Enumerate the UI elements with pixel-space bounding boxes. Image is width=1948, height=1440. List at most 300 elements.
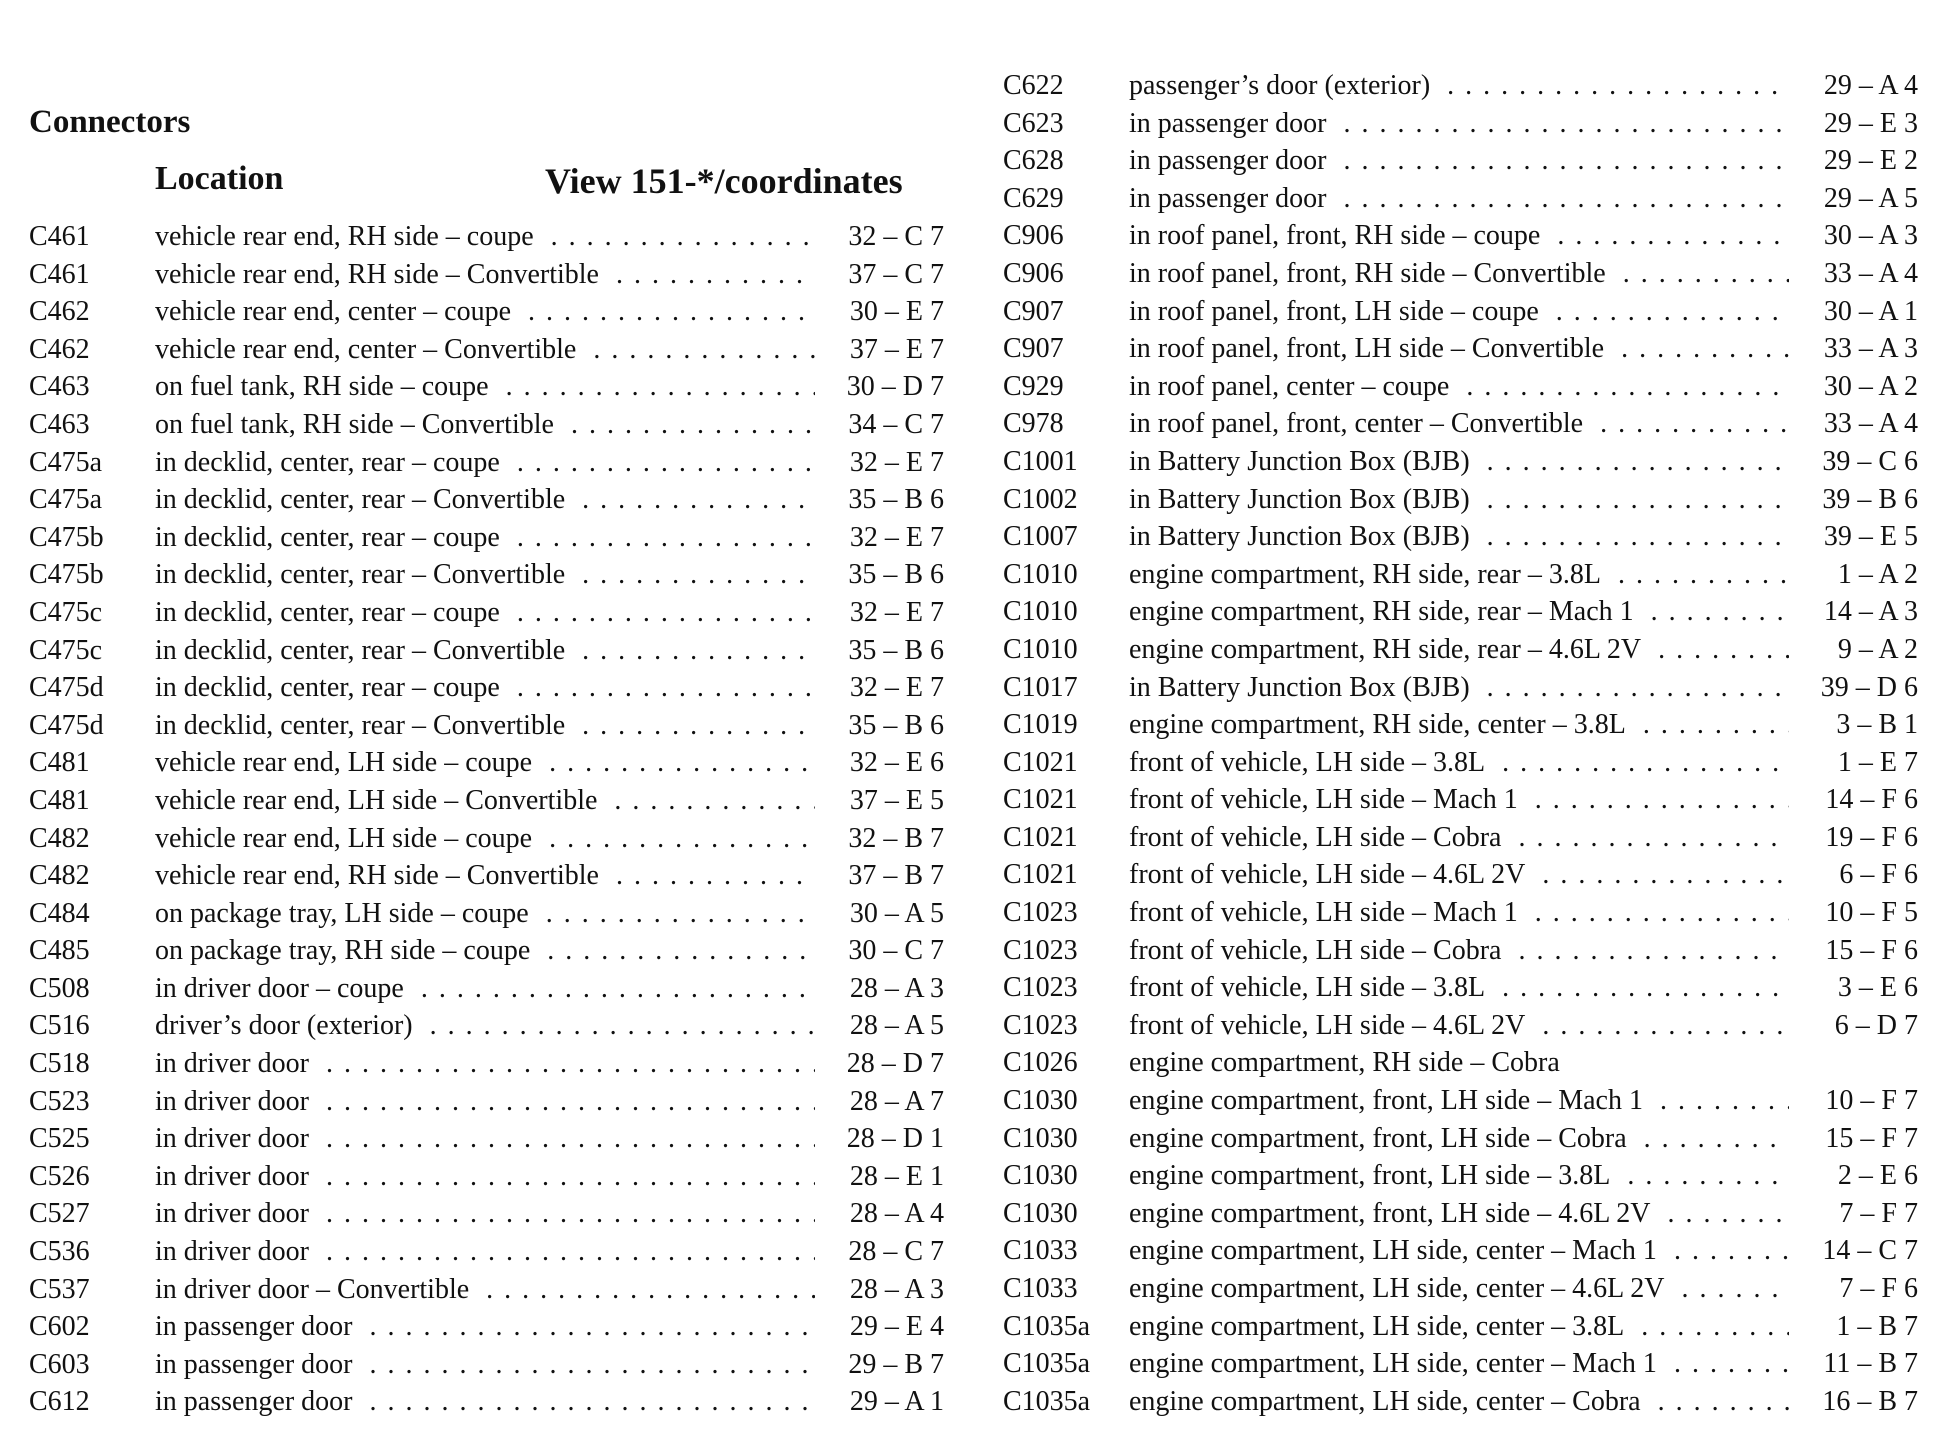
connector-row [1003, 969, 1918, 1007]
connector-coordinates: 28 – D 7 [816, 1045, 944, 1083]
connector-code: C1019 [1003, 709, 1078, 741]
connector-code: C481 [29, 784, 90, 816]
connector-row [1003, 1007, 1918, 1045]
connector-row [29, 1120, 944, 1158]
connector-row [29, 293, 944, 331]
connector-code: C1007 [1003, 521, 1078, 553]
connector-location-text: engine compartment, LH side, center – 4.6L 2V [1129, 1273, 1672, 1304]
connector-location-text: in Battery Junction Box (BJB) [1129, 521, 1478, 552]
connector-location-text: engine compartment, LH side, center – 3.8L [1129, 1311, 1632, 1342]
connector-location [1129, 293, 1789, 331]
connector-location-text: in driver door [155, 1198, 317, 1229]
connector-code: C1023 [1003, 1009, 1078, 1041]
connector-coordinates: 7 – F 6 [1790, 1270, 1918, 1308]
connector-coordinates: 32 – E 7 [816, 594, 944, 632]
connector-location [155, 444, 815, 482]
connector-location [155, 744, 815, 782]
connector-coordinates: 3 – B 1 [1790, 706, 1918, 744]
connector-location-text: in passenger door [1129, 145, 1335, 176]
connector-row [29, 782, 944, 820]
connector-row [29, 1195, 944, 1233]
connector-location [1129, 330, 1789, 368]
connector-code: C623 [1003, 107, 1064, 139]
connector-location-text: in Battery Junction Box (BJB) [1129, 672, 1478, 703]
connector-location [155, 632, 815, 670]
connector-location-text: in passenger door [1129, 108, 1335, 139]
connector-row [1003, 67, 1918, 105]
connector-code: C461 [29, 258, 90, 290]
connector-location [1129, 1345, 1789, 1383]
connector-code: C906 [1003, 257, 1064, 289]
connector-code: C1001 [1003, 445, 1078, 477]
connector-location-text: in passenger door [155, 1386, 361, 1417]
connector-coordinates: 9 – A 2 [1790, 631, 1918, 669]
connector-location [155, 256, 815, 294]
connector-location-text: passenger’s door (exterior) [1129, 70, 1438, 101]
connector-coordinates: 35 – B 6 [816, 556, 944, 594]
connector-location [1129, 217, 1789, 255]
connector-location-text: front of vehicle, LH side – 4.6L 2V [1129, 1010, 1533, 1041]
connector-location [155, 481, 815, 519]
connector-location [155, 1346, 815, 1384]
connector-row [29, 857, 944, 895]
connector-code: C526 [29, 1160, 90, 1192]
connector-code: C463 [29, 408, 90, 440]
connector-coordinates: 30 – C 7 [816, 932, 944, 970]
connector-location-text: driver’s door (exterior) [155, 1010, 421, 1041]
connector-location-text: vehicle rear end, center – Convertible [155, 334, 584, 365]
connector-coordinates: 37 – C 7 [816, 256, 944, 294]
connector-location [155, 1233, 815, 1271]
connector-location-text: in Battery Junction Box (BJB) [1129, 446, 1478, 477]
connector-row [29, 218, 944, 256]
connector-row [1003, 443, 1918, 481]
connector-coordinates: 28 – A 3 [816, 970, 944, 1008]
connector-code: C1026 [1003, 1047, 1078, 1079]
connector-row [1003, 405, 1918, 443]
connector-code: C622 [1003, 70, 1064, 101]
connector-coordinates: 28 – D 1 [816, 1120, 944, 1158]
connector-coordinates: 30 – A 3 [1790, 217, 1918, 255]
connector-location-text: in roof panel, front, RH side – coupe [1129, 220, 1548, 251]
connector-row [29, 444, 944, 482]
connector-row [1003, 856, 1918, 894]
connector-coordinates: 10 – F 7 [1790, 1082, 1918, 1120]
connector-location [155, 1308, 815, 1346]
connector-row [29, 932, 944, 970]
connector-coordinates: 29 – E 2 [1790, 142, 1918, 180]
connector-location-text: in decklid, center, rear – Convertible [155, 635, 573, 666]
connector-location [1129, 1007, 1789, 1045]
connector-location-text: on fuel tank, RH side – coupe [155, 371, 497, 402]
connector-code: C1023 [1003, 934, 1078, 966]
connector-row [1003, 706, 1918, 744]
connector-code: C1010 [1003, 558, 1078, 590]
connector-location [155, 1158, 815, 1196]
connector-row [1003, 1308, 1918, 1346]
connector-location-text: vehicle rear end, RH side – coupe [155, 221, 542, 252]
connector-code: C978 [1003, 408, 1064, 440]
connector-coordinates: 30 – D 7 [816, 368, 944, 406]
connector-location [155, 707, 815, 745]
connector-row [29, 1233, 944, 1271]
connector-row [1003, 180, 1918, 218]
connector-coordinates: 32 – E 6 [816, 744, 944, 782]
connector-coordinates: 35 – B 6 [816, 632, 944, 670]
connector-row [1003, 255, 1918, 293]
connector-coordinates: 32 – B 7 [816, 820, 944, 858]
connector-location-text: front of vehicle, LH side – Cobra [1129, 935, 1509, 966]
connector-location [1129, 932, 1789, 970]
connector-location [155, 1045, 815, 1083]
connector-coordinates: 3 – E 6 [1790, 969, 1918, 1007]
connector-code: C518 [29, 1048, 90, 1080]
connector-code: C475a [29, 484, 103, 516]
connector-coordinates: 14 – A 3 [1790, 593, 1918, 631]
connector-location [1129, 518, 1789, 556]
connector-location-text: vehicle rear end, LH side – Convertible [155, 785, 605, 816]
connector-location-text: in decklid, center, rear – coupe [155, 672, 508, 703]
connector-code: C537 [29, 1273, 90, 1305]
connector-location [1129, 105, 1789, 143]
connector-coordinates: 30 – E 7 [816, 293, 944, 331]
connector-location [155, 895, 815, 933]
connector-coordinates: 33 – A 4 [1790, 405, 1918, 443]
connector-code: C612 [29, 1386, 90, 1418]
connector-location-text: engine compartment, RH side, rear – Mach 1 [1129, 596, 1642, 627]
connector-row [1003, 1157, 1918, 1195]
connector-location [1129, 556, 1789, 594]
connector-coordinates: 7 – F 7 [1790, 1195, 1918, 1233]
connector-location [155, 1383, 815, 1421]
connector-coordinates: 28 – C 7 [816, 1233, 944, 1271]
connector-location [1129, 1120, 1789, 1158]
connector-coordinates: 6 – D 7 [1790, 1007, 1918, 1045]
connector-code: C906 [1003, 220, 1064, 252]
connector-row [1003, 217, 1918, 255]
connector-coordinates: 39 – B 6 [1790, 481, 1918, 519]
connector-location [155, 857, 815, 895]
connector-coordinates: 30 – A 2 [1790, 368, 1918, 406]
connector-location-text: engine compartment, front, LH side – 4.6L 2V [1129, 1198, 1659, 1229]
connector-coordinates: 32 – E 7 [816, 519, 944, 557]
connector-coordinates: 14 – F 6 [1790, 781, 1918, 819]
connector-location [1129, 1044, 1789, 1082]
connector-code: C525 [29, 1123, 90, 1155]
connector-coordinates: 29 – A 4 [1790, 67, 1918, 105]
connector-location [1129, 669, 1789, 707]
connector-row [1003, 1383, 1918, 1421]
connector-location [155, 820, 815, 858]
connector-code: C1002 [1003, 483, 1078, 515]
connector-location-text: engine compartment, front, LH side – Cobra [1129, 1123, 1635, 1154]
connector-coordinates: 29 – A 5 [1790, 180, 1918, 218]
connector-coordinates: 28 – E 1 [816, 1158, 944, 1196]
connector-coordinates: 39 – D 6 [1790, 669, 1918, 707]
connector-location-text: in driver door [155, 1123, 317, 1154]
connector-coordinates: 37 – B 7 [816, 857, 944, 895]
connector-coordinates: 28 – A 7 [816, 1083, 944, 1121]
connector-code: C536 [29, 1236, 90, 1268]
connector-coordinates: 29 – E 4 [816, 1308, 944, 1346]
connector-coordinates: 10 – F 5 [1790, 894, 1918, 932]
connector-row [29, 895, 944, 933]
connector-location [1129, 593, 1789, 631]
connector-location [1129, 1157, 1789, 1195]
column-header-view: View 151-*/coordinates [545, 161, 903, 201]
connector-coordinates: 29 – E 3 [1790, 105, 1918, 143]
connector-location-text: in decklid, center, rear – Convertible [155, 559, 573, 590]
connector-code: C1017 [1003, 671, 1078, 703]
connector-location-text: in roof panel, front, center – Convertible [1129, 408, 1591, 439]
connector-coordinates: 19 – F 6 [1790, 819, 1918, 857]
connector-row [29, 1083, 944, 1121]
connector-location-text: vehicle rear end, LH side – coupe [155, 747, 540, 778]
connector-location [1129, 1270, 1789, 1308]
connector-row [1003, 932, 1918, 970]
connector-coordinates: 39 – C 6 [1790, 443, 1918, 481]
connector-location-text: engine compartment, RH side, rear – 3.8L [1129, 559, 1609, 590]
connector-location [155, 1195, 815, 1233]
connector-code: C523 [29, 1085, 90, 1117]
connector-location-text: in decklid, center, rear – Convertible [155, 710, 573, 741]
connector-row [29, 1045, 944, 1083]
connector-code: C508 [29, 972, 90, 1004]
connector-coordinates: 28 – A 3 [816, 1271, 944, 1309]
connector-location [155, 932, 815, 970]
connector-coordinates: 32 – E 7 [816, 669, 944, 707]
connector-code: C907 [1003, 295, 1064, 327]
connector-coordinates: 33 – A 4 [1790, 255, 1918, 293]
connector-coordinates: 6 – F 6 [1790, 856, 1918, 894]
connector-row [29, 707, 944, 745]
connector-code: C1035a [1003, 1310, 1091, 1342]
connector-location [155, 1120, 815, 1158]
connector-row [1003, 518, 1918, 556]
connector-location [155, 293, 815, 331]
connector-code: C1023 [1003, 897, 1078, 929]
connector-coordinates: 1 – A 2 [1790, 556, 1918, 594]
connector-code: C1021 [1003, 784, 1078, 816]
connector-row [1003, 1195, 1918, 1233]
connector-row [1003, 781, 1918, 819]
connector-code: C482 [29, 860, 90, 892]
connector-location-text: engine compartment, RH side, rear – 4.6L 2V [1129, 634, 1649, 665]
connector-location-text: vehicle rear end, center – coupe [155, 296, 519, 327]
connector-location [1129, 631, 1789, 669]
connector-location [1129, 142, 1789, 180]
connector-list-right [1003, 67, 1918, 1420]
connector-location-text: in driver door [155, 1161, 317, 1192]
connector-coordinates: 28 – A 5 [816, 1007, 944, 1045]
connector-row [1003, 368, 1918, 406]
connector-location-text: in decklid, center, rear – coupe [155, 597, 508, 628]
connector-location-text: engine compartment, LH side, center – Mach 1 [1129, 1235, 1665, 1266]
connector-row [29, 1007, 944, 1045]
connector-location [1129, 819, 1789, 857]
connector-code: C629 [1003, 182, 1064, 214]
connector-coordinates: 28 – A 4 [816, 1195, 944, 1233]
connector-row [1003, 593, 1918, 631]
connector-location-text: on package tray, LH side – coupe [155, 898, 537, 929]
connector-location-text: engine compartment, front, LH side – Mach 1 [1129, 1085, 1651, 1116]
connector-row [29, 481, 944, 519]
connector-list-left [29, 218, 944, 1421]
connector-code: C475b [29, 559, 104, 591]
connector-location-text: vehicle rear end, RH side – Convertible [155, 259, 607, 290]
connector-code: C475d [29, 672, 104, 704]
connector-code: C475b [29, 521, 104, 553]
connector-row [1003, 105, 1918, 143]
connector-coordinates: 11 – B 7 [1790, 1345, 1918, 1383]
connector-location-text: in driver door – Convertible [155, 1274, 477, 1305]
connector-code: C1021 [1003, 746, 1078, 778]
connector-row [1003, 481, 1918, 519]
connector-row [29, 556, 944, 594]
connector-row [1003, 1270, 1918, 1308]
connector-row [29, 1383, 944, 1421]
connector-location [1129, 894, 1789, 932]
connector-code: C907 [1003, 333, 1064, 365]
connector-location-text: front of vehicle, LH side – 3.8L [1129, 972, 1493, 1003]
connector-location [155, 594, 815, 632]
connector-code: C1010 [1003, 633, 1078, 665]
connector-row [29, 368, 944, 406]
connector-location [1129, 1308, 1789, 1346]
connector-location [155, 331, 815, 369]
connector-location-text: in Battery Junction Box (BJB) [1129, 484, 1478, 515]
connector-code: C1010 [1003, 596, 1078, 628]
connector-location [155, 218, 815, 256]
connector-row [1003, 744, 1918, 782]
connector-location-text: engine compartment, LH side, center – Mach 1 [1129, 1348, 1665, 1379]
connector-code: C1023 [1003, 972, 1078, 1004]
page-title: Connectors [29, 104, 191, 140]
connector-location [1129, 1082, 1789, 1120]
connector-code: C463 [29, 371, 90, 403]
connector-location [155, 556, 815, 594]
connector-code: C461 [29, 221, 90, 252]
connector-location [1129, 856, 1789, 894]
column-header-location: Location [155, 160, 284, 197]
connector-location [1129, 405, 1789, 443]
connector-location [1129, 67, 1789, 105]
connector-coordinates: 2 – E 6 [1790, 1157, 1918, 1195]
connector-location-text: vehicle rear end, RH side – Convertible [155, 860, 607, 891]
connector-location-text: on package tray, RH side – coupe [155, 935, 538, 966]
connector-location [155, 406, 815, 444]
connector-location [1129, 481, 1789, 519]
connector-location [1129, 443, 1789, 481]
connector-code: C929 [1003, 370, 1064, 402]
connector-location-text: in driver door – coupe [155, 973, 412, 1004]
connector-row [29, 632, 944, 670]
connector-code: C1033 [1003, 1235, 1078, 1267]
connector-location-text: vehicle rear end, LH side – coupe [155, 823, 540, 854]
connector-row [29, 331, 944, 369]
connector-row [1003, 1044, 1918, 1082]
connector-location-text: in roof panel, front, LH side – Convertible [1129, 333, 1612, 364]
connector-row [29, 744, 944, 782]
connector-location-text: in passenger door [1129, 183, 1335, 214]
connector-location-text: front of vehicle, LH side – 3.8L [1129, 747, 1493, 778]
connector-coordinates: 14 – C 7 [1790, 1232, 1918, 1270]
connector-location-text: in decklid, center, rear – coupe [155, 522, 508, 553]
connector-location-text: in driver door [155, 1086, 317, 1117]
connector-location [155, 519, 815, 557]
connector-coordinates: 39 – E 5 [1790, 518, 1918, 556]
connector-location-text: in decklid, center, rear – Convertible [155, 484, 573, 515]
connector-location-text: in driver door [155, 1048, 317, 1079]
connector-location-text: on fuel tank, RH side – Convertible [155, 409, 562, 440]
connector-code: C527 [29, 1198, 90, 1230]
connector-row [29, 1271, 944, 1309]
connector-location [155, 1083, 815, 1121]
connector-row [1003, 1232, 1918, 1270]
connector-location [1129, 368, 1789, 406]
connector-location-text: in passenger door [155, 1311, 361, 1342]
connector-coordinates: 35 – B 6 [816, 481, 944, 519]
connector-location-text: in driver door [155, 1236, 317, 1267]
connector-location [1129, 1195, 1789, 1233]
connector-location [1129, 744, 1789, 782]
connector-row [29, 970, 944, 1008]
connector-coordinates: 29 – B 7 [816, 1346, 944, 1384]
connector-code: C1021 [1003, 859, 1078, 891]
connector-code: C475a [29, 446, 103, 478]
connector-coordinates: 32 – C 7 [816, 218, 944, 256]
connector-location [155, 1007, 815, 1045]
connector-coordinates: 16 – B 7 [1790, 1383, 1918, 1421]
connector-coordinates: 30 – A 5 [816, 895, 944, 933]
connector-location-text: engine compartment, LH side, center – Cobra [1129, 1386, 1649, 1417]
connector-code: C485 [29, 935, 90, 967]
connector-row [1003, 1120, 1918, 1158]
connector-row [29, 519, 944, 557]
connector-coordinates: 32 – E 7 [816, 444, 944, 482]
connector-code: C1021 [1003, 821, 1078, 853]
connector-code: C462 [29, 333, 90, 365]
connector-location-text: engine compartment, RH side, center – 3.8L [1129, 709, 1634, 740]
connector-row [1003, 631, 1918, 669]
connector-location-text: front of vehicle, LH side – Mach 1 [1129, 897, 1526, 928]
connector-row [1003, 142, 1918, 180]
connector-location [155, 970, 815, 1008]
connector-coordinates: 1 – B 7 [1790, 1308, 1918, 1346]
connector-code: C1035a [1003, 1348, 1091, 1380]
connector-location [155, 368, 815, 406]
connector-row [29, 594, 944, 632]
connector-location-text: in decklid, center, rear – coupe [155, 447, 508, 478]
connector-code: C484 [29, 897, 90, 929]
connector-row [1003, 819, 1918, 857]
connector-row [1003, 330, 1918, 368]
connector-location [155, 1271, 815, 1309]
connector-location [1129, 706, 1789, 744]
connector-location-text: front of vehicle, LH side – Cobra [1129, 822, 1509, 853]
connector-location [1129, 1232, 1789, 1270]
connector-location-text: in passenger door [155, 1349, 361, 1380]
connector-code: C1030 [1003, 1122, 1078, 1154]
connector-coordinates: 1 – E 7 [1790, 744, 1918, 782]
connector-location [155, 669, 815, 707]
connector-row [29, 1308, 944, 1346]
connector-code: C482 [29, 822, 90, 854]
connector-coordinates: 15 – F 7 [1790, 1120, 1918, 1158]
connector-row [29, 1346, 944, 1384]
connector-coordinates: 29 – A 1 [816, 1383, 944, 1421]
connector-location-text: front of vehicle, LH side – 4.6L 2V [1129, 859, 1533, 890]
